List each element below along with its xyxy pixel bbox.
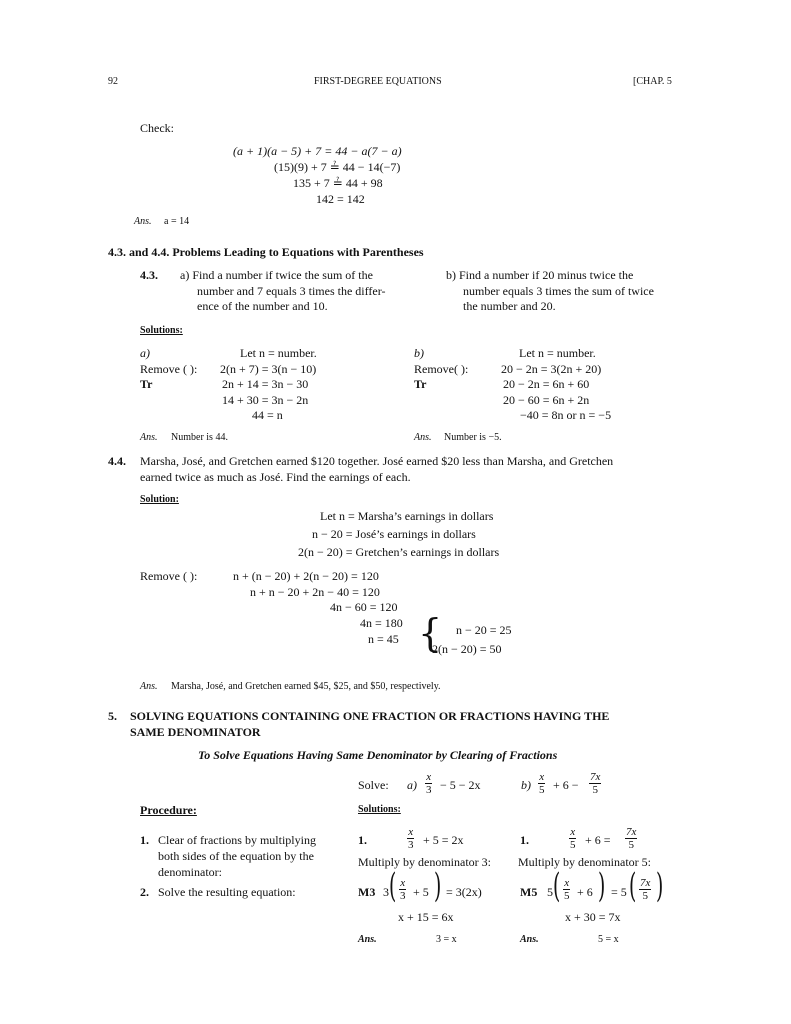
check-line: 135 + 7 ≟ 44 + 98 xyxy=(293,176,383,190)
multiply-label: M3 xyxy=(358,885,376,899)
equation-text: + 6 = xyxy=(585,833,611,847)
step-text: Solve the resulting equation: xyxy=(158,885,296,899)
solve-tag: b) xyxy=(521,778,531,792)
denominator: 5 xyxy=(564,890,570,902)
problem-text: a) Find a number if twice the sum of the xyxy=(180,268,373,282)
equation-line: n + (n − 20) + 2(n − 20) = 120 xyxy=(233,569,379,583)
answer-label: Ans. xyxy=(358,934,377,945)
answer-label: Ans. xyxy=(520,934,539,945)
fraction xyxy=(625,826,637,851)
equation-text: + 6 xyxy=(577,885,593,899)
answer-value: a = 14 xyxy=(164,216,190,227)
numerator: x xyxy=(400,877,406,889)
paren-close: ) xyxy=(655,866,664,906)
check-line: (a + 1)(a − 5) + 7 = 44 − a(7 − a) xyxy=(233,144,402,158)
equation-text: = 5 xyxy=(611,885,627,899)
paren-open: ( xyxy=(552,866,561,906)
check-line: 142 = 142 xyxy=(316,192,365,206)
definition-line: Let n = Marsha’s earnings in dollars xyxy=(320,509,494,523)
chapter-label: [CHAP. 5 xyxy=(633,76,672,87)
step-label: Remove ( ): xyxy=(140,362,198,376)
instruction-text: Multiply by denominator 5: xyxy=(518,855,651,869)
equation-line: −40 = 8n or n = −5 xyxy=(520,408,612,422)
chapter-title: FIRST-DEGREE EQUATIONS xyxy=(314,76,442,87)
problem-text: number equals 3 times the sum of twice xyxy=(463,284,654,298)
equation-line: 4n = 180 xyxy=(360,616,403,630)
equation-line: x + 30 = 7x xyxy=(565,910,621,924)
step-number: 1. xyxy=(358,833,367,847)
denominator: 3 xyxy=(408,839,414,851)
answer-label: Ans. xyxy=(134,216,152,227)
equation-line: 20 − 2n = 6n + 60 xyxy=(503,377,590,391)
coefficient: 5 xyxy=(547,885,553,899)
answer-label: Ans. xyxy=(140,432,158,443)
equation-line: 14 + 30 = 3n − 2n xyxy=(222,393,309,407)
equation-line: 2(n + 7) = 3(n − 10) xyxy=(220,362,317,376)
denominator: 5 xyxy=(570,839,576,851)
step-label: Tr xyxy=(414,377,427,391)
answer-value: 3 = x xyxy=(436,934,457,945)
answer-value: 5 = x xyxy=(598,934,619,945)
numerator: 7x xyxy=(590,771,601,783)
denominator: 5 xyxy=(592,784,598,796)
paren-open: ( xyxy=(628,866,637,906)
equation-line: n = 45 xyxy=(368,632,399,646)
instruction-text: Multiply by denominator 3: xyxy=(358,855,491,869)
problem-text: b) Find a number if 20 minus twice the xyxy=(446,268,634,282)
problem-text: number and 7 equals 3 times the differ- xyxy=(197,284,386,298)
equation-line: 2n + 14 = 3n − 30 xyxy=(222,377,309,391)
answer-value: Number is 44. xyxy=(171,432,228,443)
fraction xyxy=(399,877,407,902)
solution-tag: b) xyxy=(414,346,424,360)
equation-text: + 5 xyxy=(413,885,429,899)
section-number: 5. xyxy=(108,709,117,723)
solutions-label: Solutions: xyxy=(358,804,401,815)
paren-open: ( xyxy=(388,866,397,906)
check-line: (15)(9) + 7 ≟ 44 − 14(−7) xyxy=(274,160,401,174)
answer-value: Marsha, José, and Gretchen earned $45, $25, and $50, respectively. xyxy=(171,681,441,692)
numerator: x xyxy=(408,826,414,838)
step-text: both sides of the equation by the xyxy=(158,849,314,863)
numerator: x xyxy=(564,877,570,889)
denominator: 5 xyxy=(628,839,634,851)
equation-line: n + n − 20 + 2n − 40 = 120 xyxy=(250,585,380,599)
step-label: Tr xyxy=(140,377,153,391)
page-number: 92 xyxy=(108,76,118,87)
solution-label: Solution: xyxy=(140,494,179,505)
equation-line: 20 − 2n = 3(2n + 20) xyxy=(501,362,602,376)
section-heading: SAME DENOMINATOR xyxy=(130,725,261,739)
denominator: 3 xyxy=(426,784,432,796)
fraction xyxy=(538,771,546,796)
denominator: 5 xyxy=(642,890,648,902)
step-label: Remove ( ): xyxy=(140,569,198,583)
step-text: Clear of fractions by multiplying xyxy=(158,833,316,847)
procedure-label: Procedure: xyxy=(140,803,197,817)
equation-line: 44 = n xyxy=(252,408,283,422)
let-statement: Let n = number. xyxy=(240,346,317,360)
solutions-label: Solutions: xyxy=(140,325,183,336)
problem-text: earned twice as much as José. Find the earnings of each. xyxy=(140,470,411,484)
problem-text: the number and 20. xyxy=(463,299,556,313)
answer-label: Ans. xyxy=(140,681,158,692)
fraction xyxy=(569,826,577,851)
equation-line: n − 20 = 25 xyxy=(456,623,512,637)
answer-value: Number is −5. xyxy=(444,432,502,443)
equation-text: + 5 = 2x xyxy=(423,833,464,847)
solution-tag: a) xyxy=(140,346,150,360)
numerator: 7x xyxy=(626,826,637,838)
numerator: x xyxy=(539,771,545,783)
denominator: 3 xyxy=(400,890,406,902)
brace-symbol: { xyxy=(418,611,443,655)
subheading: To Solve Equations Having Same Denominator by Clearing of Fractions xyxy=(198,748,558,762)
solve-tag: a) xyxy=(407,778,417,792)
multiply-label: M5 xyxy=(520,885,538,899)
fraction xyxy=(425,771,433,796)
step-label: Remove( ): xyxy=(414,362,469,376)
equation-line: x + 15 = 6x xyxy=(398,910,454,924)
fraction xyxy=(563,877,571,902)
step-number: 1. xyxy=(140,833,149,847)
fraction xyxy=(639,877,651,902)
numerator: x xyxy=(426,771,432,783)
coefficient: 3 xyxy=(383,885,389,899)
numerator: x xyxy=(570,826,576,838)
problem-text: Marsha, José, and Gretchen earned $120 together. José earned $20 less than Marsha, and Gretchen xyxy=(140,454,614,468)
definition-line: n − 20 = José’s earnings in dollars xyxy=(312,527,476,541)
problem-number: 4.4. xyxy=(108,454,126,468)
step-number: 1. xyxy=(520,833,529,847)
equation-text: − 5 − 2x xyxy=(440,778,481,792)
equation-line: 20 − 60 = 6n + 2n xyxy=(503,393,590,407)
paren-close: ) xyxy=(597,866,606,906)
step-number: 2. xyxy=(140,885,149,899)
equation-text: = 3(2x) xyxy=(446,885,482,899)
let-statement: Let n = number. xyxy=(519,346,596,360)
problem-number: 4.3. xyxy=(140,268,158,282)
numerator: 7x xyxy=(640,877,651,889)
definition-line: 2(n − 20) = Gretchen’s earnings in dollars xyxy=(298,545,500,559)
answer-label: Ans. xyxy=(414,432,432,443)
denominator: 5 xyxy=(539,784,545,796)
paren-close: ) xyxy=(433,866,442,906)
fraction xyxy=(407,826,415,851)
equation-line: 2(n − 20) = 50 xyxy=(432,642,502,656)
check-label: Check: xyxy=(140,121,174,135)
section-heading: SOLVING EQUATIONS CONTAINING ONE FRACTION OR FRACTIONS HAVING THE xyxy=(130,709,610,723)
equation-text: + 6 − xyxy=(553,778,579,792)
section-heading: 4.3. and 4.4. Problems Leading to Equations with Parentheses xyxy=(108,245,424,259)
fraction xyxy=(589,771,601,796)
step-text: denominator: xyxy=(158,865,222,879)
solve-label: Solve: xyxy=(358,778,389,792)
equation-line: 4n − 60 = 120 xyxy=(330,600,398,614)
problem-text: ence of the number and 10. xyxy=(197,299,328,313)
